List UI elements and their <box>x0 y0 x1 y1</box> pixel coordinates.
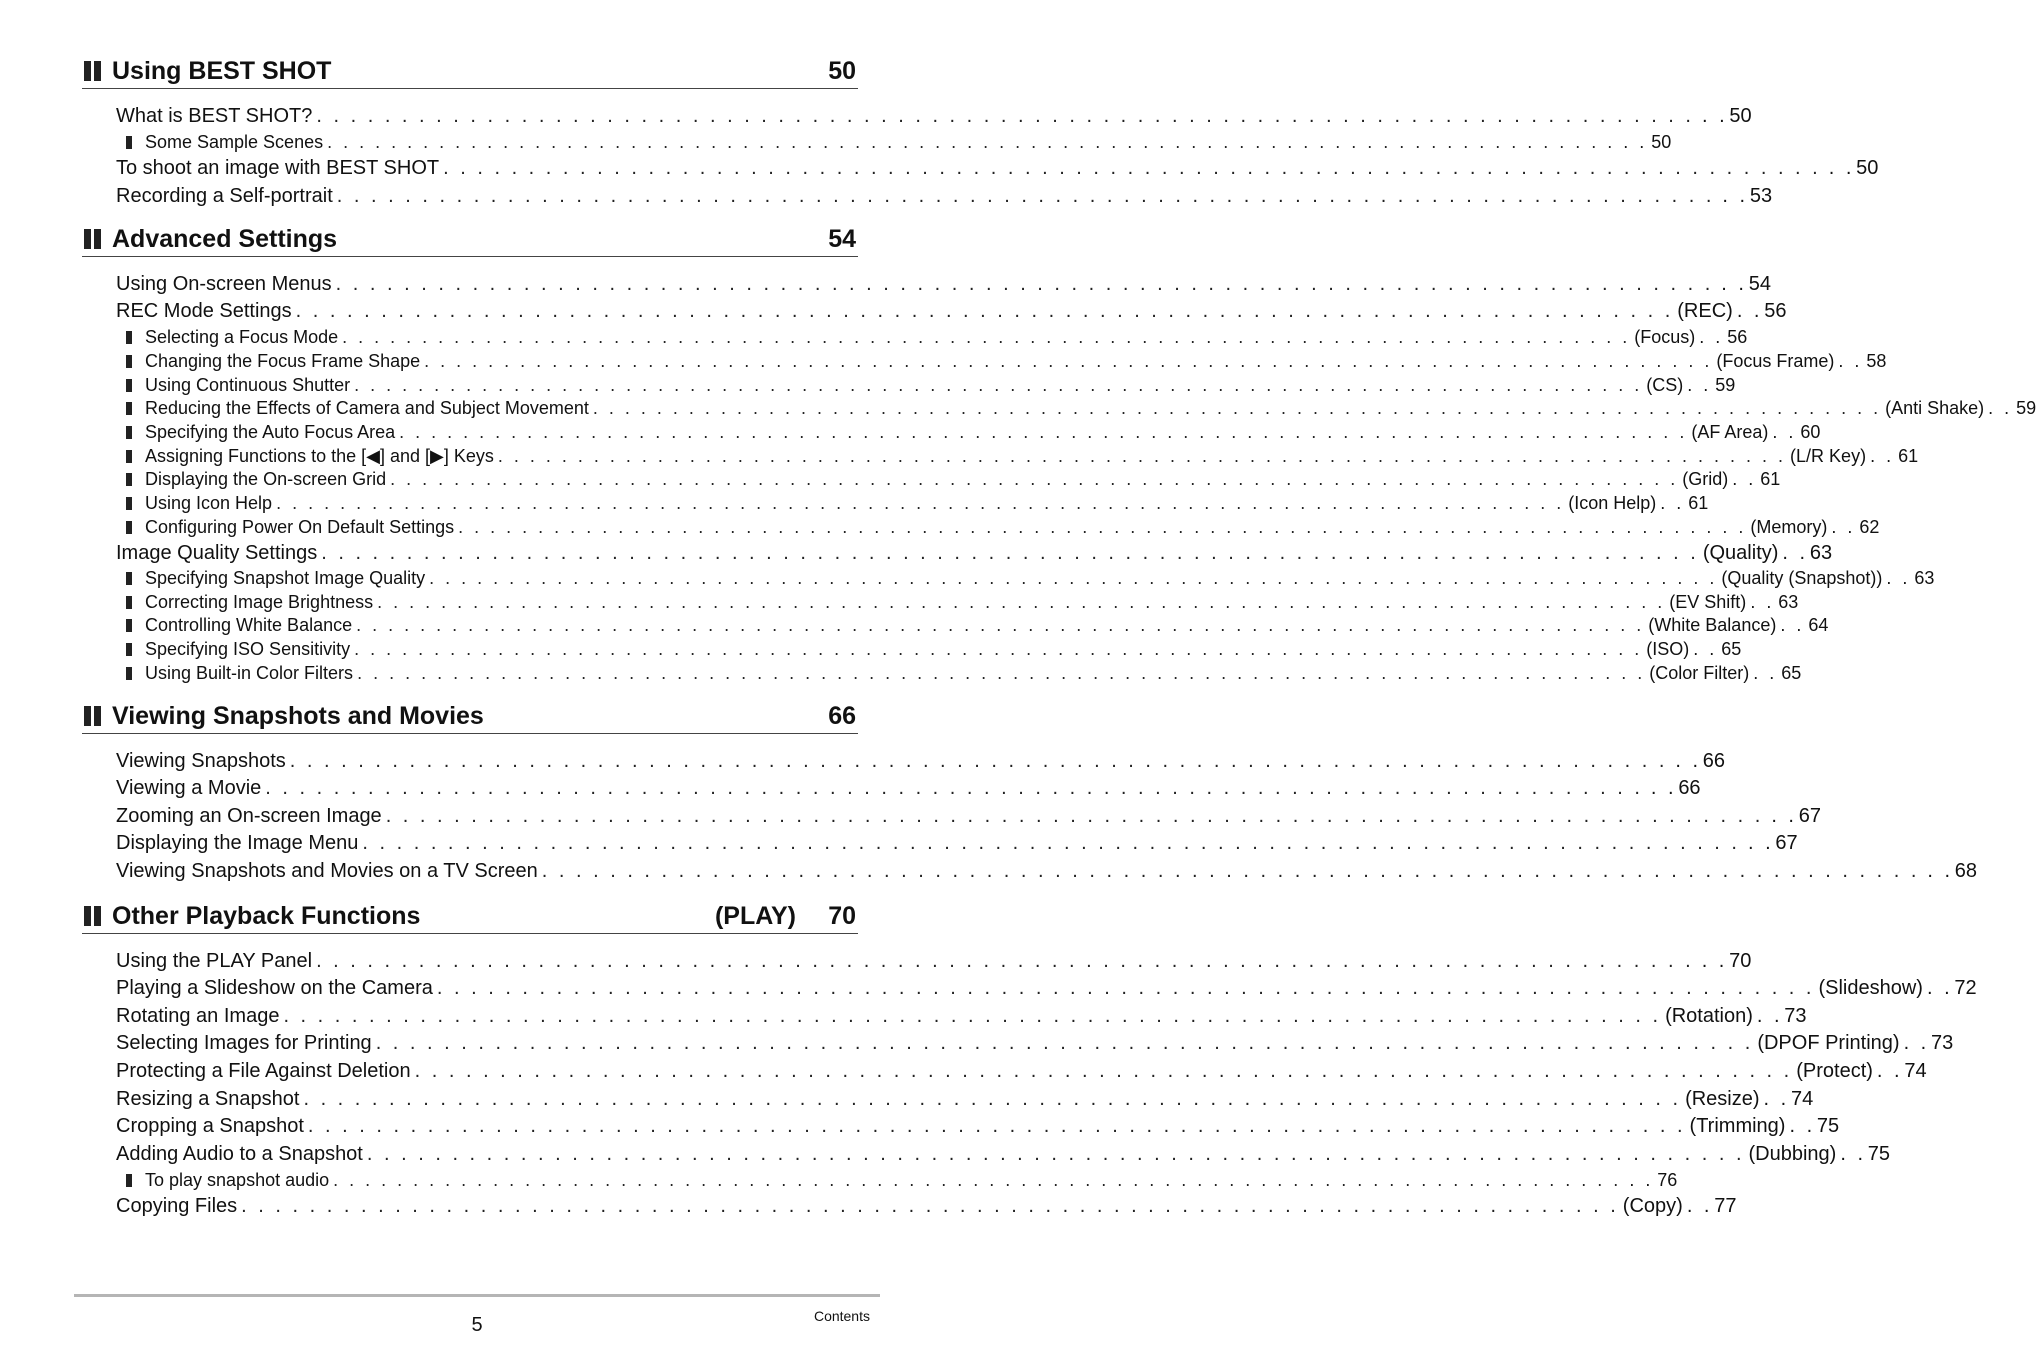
dot-leader: . . . . . . . . . . . . . . . . . . . . . . . . . . . . . . . . . . . . . . . . . . . . . . . . . . . . . . . . . . . . . . . . . . . . . . . . . . . . . . . . . <box>316 950 1694 972</box>
entry-page-number: 77 <box>1714 1195 1737 1217</box>
toc-entry[interactable] <box>116 185 1773 208</box>
entry-tag: (Anti Shake) <box>1885 398 1985 418</box>
entry-title: Using Icon Help <box>145 493 273 513</box>
section-heading <box>82 693 858 734</box>
toc-entry[interactable] <box>116 157 1879 180</box>
dot-leader: . . . . . . . . . . . . . . . . . . . . . . . . . . . . . . . . . . . . . . . . . . . . . . . . . . . . . . . . . . . . . . . . . . . . . . . . . . . . . . . . . <box>436 977 1815 999</box>
entry-tag: (REC) <box>1677 300 1733 322</box>
entry-page-number: 60 <box>1800 422 1821 442</box>
toc-subentry[interactable] <box>126 1170 1678 1191</box>
entry-title: Recording a Self-portrait <box>116 185 333 207</box>
dot-leader-end: . . <box>1780 615 1805 635</box>
entry-page-number: 61 <box>1898 446 1919 466</box>
bullet-icon <box>126 355 132 368</box>
dot-leader: . . . . . . . . . . . . . . . . . . . . . . . . . . . . . . . . . . . . . . . . . . . . . . . . . . . . . . . . . . . . . . . . . . . . . . . . . . . . . . . . . <box>307 1115 1686 1137</box>
dot-leader: . . . . . . . . . . . . . . . . . . . . . . . . . . . . . . . . . . . . . . . . . . . . . . . . . . . . . . . . . . . . . . . . . . . . . . . . . . . . . . . . . <box>327 132 1616 152</box>
dot-leader: . . . . . . . . . . . . . . . . . . . . . . . . . . . . . . . . . . . . . . . . . . . . . . . . . . . . . . . . . . . . . . . . . . . . . . . . . . . . . . . . . <box>289 750 1668 772</box>
bullet-icon <box>126 497 132 510</box>
entry-tag: (Trimming) <box>1689 1115 1786 1137</box>
toc-subentry[interactable] <box>126 375 1736 396</box>
dot-leader-end: . . <box>1687 375 1712 395</box>
toc-subentry[interactable] <box>126 493 1709 514</box>
entry-title: To shoot an image with BEST SHOT <box>116 157 440 179</box>
page-number: 5 <box>471 1314 483 1336</box>
bullet-icon <box>126 136 132 149</box>
toc-entry[interactable] <box>116 1088 1814 1111</box>
entry-page-number: 59 <box>1715 375 1736 395</box>
toc-subentry[interactable] <box>126 398 2036 419</box>
entry-title: Viewing a Movie <box>116 777 262 799</box>
dot-leader: . . . . . . . . . . . . . . . . . . . . . . . . . . . . . . . . . . . . . . . . . . . . . . . . . . . . . . . . . . . . . . . . . . . . . . . . . . . . . . . . . <box>265 777 1643 799</box>
entry-page-number: 67 <box>1798 805 1821 827</box>
entry-title: Selecting a Focus Mode <box>145 327 339 347</box>
toc-entry[interactable] <box>116 1115 1840 1138</box>
entry-page-number: 61 <box>1688 493 1709 513</box>
section-title: Viewing Snapshots and Movies <box>112 702 484 730</box>
entry-page-number: 63 <box>1778 592 1799 612</box>
toc-entry[interactable] <box>116 860 1978 883</box>
entry-tag: (Slideshow) <box>1818 977 1923 999</box>
entry-title: Adding Audio to a Snapshot <box>116 1143 363 1165</box>
dot-leader-end: . . <box>1623 132 1648 152</box>
dot-leader-end: . . <box>1660 493 1685 513</box>
entry-page-number: 65 <box>1781 663 1802 683</box>
section-marker-icon <box>84 906 103 926</box>
entry-page-number: 75 <box>1867 1143 1890 1165</box>
dot-leader: . . . . . . . . . . . . . . . . . . . . . . . . . . . . . . . . . . . . . . . . . . . . . . . . . . . . . . . . . . . . . . . . . . . . . . . . . . . . . . . . . <box>414 1060 1793 1082</box>
entry-page-number: 50 <box>1651 132 1672 152</box>
entry-page-number: 63 <box>1809 542 1833 564</box>
dot-leader-end: . . <box>1693 639 1718 659</box>
dot-leader: . . . . . . . . . . . . . . . . . . . . . . . . . . . . . . . . . . . . . . . . . . . . . . . . . . . . . . . . . . . . . . . . . . . . . . . . . . . . . . . . . <box>354 639 1643 659</box>
section-page-number: 50 <box>828 57 856 85</box>
entry-page-number: 75 <box>1816 1115 1840 1137</box>
section-marker-icon <box>84 61 103 81</box>
entry-title: Specifying Snapshot Image Quality <box>145 568 426 588</box>
dot-leader: . . . . . . . . . . . . . . . . . . . . . . . . . . . . . . . . . . . . . . . . . . . . . . . . . . . . . . . . . . . . . . . . . . . . . . . . . . . . . . . . . <box>366 1143 1745 1165</box>
entry-tag: (White Balance) <box>1648 615 1777 635</box>
dot-leader-end: . . <box>1838 351 1863 371</box>
toc-entry[interactable] <box>116 1005 1807 1028</box>
toc-entry[interactable] <box>116 273 1771 296</box>
entry-page-number: 66 <box>1702 750 1726 772</box>
dot-leader: . . . . . . . . . . . . . . . . . . . . . . . . . . . . . . . . . . . . . . . . . . . . . . . . . . . . . . . . . . . . . . . . . . . . . . . . . . . . . . . . . <box>497 446 1787 466</box>
dot-leader-end: . . <box>1772 422 1797 442</box>
toc-section <box>82 216 2036 683</box>
entry-page-number: 50 <box>1729 105 1752 127</box>
entry-title: Zooming an On-screen Image <box>116 805 382 827</box>
entry-title: Using Built-in Color Filters <box>145 663 354 683</box>
entry-page-number: 53 <box>1749 185 1773 207</box>
entry-tag: (Icon Help) <box>1568 493 1657 513</box>
entry-page-number: 58 <box>1866 351 1887 371</box>
dot-leader-end: . . <box>1771 805 1797 827</box>
entry-title: Some Sample Scenes <box>145 132 324 152</box>
bullet-icon <box>126 379 132 392</box>
toc-subentry[interactable] <box>126 592 1799 613</box>
dot-leader-end: . . <box>1903 1032 1930 1054</box>
dot-leader: . . . . . . . . . . . . . . . . . . . . . . . . . . . . . . . . . . . . . . . . . . . . . . . . . . . . . . . . . . . . . . . . . . . . . . . . . . . . . . . . . <box>321 542 1699 564</box>
entry-page-number: 74 <box>1904 1060 1927 1082</box>
entry-tag: (DPOF Printing) <box>1757 1032 1900 1054</box>
entry-tag: (Quality (Snapshot)) <box>1721 568 1883 588</box>
dot-leader: . . . . . . . . . . . . . . . . . . . . . . . . . . . . . . . . . . . . . . . . . . . . . . . . . . . . . . . . . . . . . . . . . . . . . . . . . . . . . . . . . <box>385 805 1764 827</box>
entry-tag: (EV Shift) <box>1669 592 1747 612</box>
toc-entry[interactable] <box>116 750 1726 773</box>
dot-leader-end: . . <box>1789 1115 1816 1137</box>
entry-page-number: 65 <box>1721 639 1742 659</box>
dot-leader-end: . . <box>1870 446 1895 466</box>
entry-tag: (Color Filter) <box>1649 663 1750 683</box>
section-heading <box>82 216 858 257</box>
dot-leader: . . . . . . . . . . . . . . . . . . . . . . . . . . . . . . . . . . . . . . . . . . . . . . . . . . . . . . . . . . . . . . . . . . . . . . . . . . . . . . . . . <box>241 1195 1619 1217</box>
toc-entry[interactable] <box>116 977 1977 1000</box>
dot-leader-end: . . <box>1750 592 1775 612</box>
bullet-icon <box>126 450 132 463</box>
entry-page-number: 73 <box>1784 1005 1807 1027</box>
entry-tag: (Grid) <box>1682 469 1729 489</box>
entry-page-number: 59 <box>2016 398 2036 418</box>
entry-tag: (Dubbing) <box>1748 1143 1837 1165</box>
dot-leader-end: . . <box>1701 950 1728 972</box>
dot-leader: . . . . . . . . . . . . . . . . . . . . . . . . . . . . . . . . . . . . . . . . . . . . . . . . . . . . . . . . . . . . . . . . . . . . . . . . . . . . . . . . . <box>458 517 1747 537</box>
dot-leader-end: . . <box>1988 398 2013 418</box>
entry-page-number: 63 <box>1914 568 1935 588</box>
entry-tag: (Focus Frame) <box>1716 351 1835 371</box>
entry-page-number: 61 <box>1760 469 1781 489</box>
toc-subentry[interactable] <box>126 615 1829 636</box>
entry-page-number: 68 <box>1954 860 1978 882</box>
bullet-icon <box>126 619 132 632</box>
entry-page-number: 62 <box>1859 517 1880 537</box>
toc-subentry[interactable] <box>126 469 1781 490</box>
dot-leader: . . . . . . . . . . . . . . . . . . . . . . . . . . . . . . . . . . . . . . . . . . . . . . . . . . . . . . . . . . . . . . . . . . . . . . . . . . . . . . . . . <box>335 273 1714 295</box>
dot-leader: . . . . . . . . . . . . . . . . . . . . . . . . . . . . . . . . . . . . . . . . . . . . . . . . . . . . . . . . . . . . . . . . . . . . . . . . . . . . . . . . . <box>356 615 1645 635</box>
entry-page-number: 66 <box>1678 777 1701 799</box>
entry-title: Viewing Snapshots and Movies on a TV Screen <box>116 860 538 882</box>
dot-leader: . . . . . . . . . . . . . . . . . . . . . . . . . . . . . . . . . . . . . . . . . . . . . . . . . . . . . . . . . . . . . . . . . . . . . . . . . . . . . . . . . <box>283 1005 1662 1027</box>
entry-page-number: 64 <box>1808 615 1829 635</box>
dot-leader-end: . . <box>1732 469 1757 489</box>
entry-tag: (ISO) <box>1646 639 1690 659</box>
bullet-icon <box>126 331 132 344</box>
section-marker-icon <box>84 706 103 726</box>
bullet-icon <box>126 521 132 534</box>
entry-title: Using Continuous Shutter <box>145 375 351 395</box>
entry-title: Reducing the Effects of Camera and Subject Movement <box>145 398 589 418</box>
dot-leader: . . . . . . . . . . . . . . . . . . . . . . . . . . . . . . . . . . . . . . . . . . . . . . . . . . . . . . . . . . . . . . . . . . . . . . . . . . . . . . . . . <box>336 185 1715 207</box>
toc-subentry[interactable] <box>126 639 1742 660</box>
bullet-icon <box>126 667 132 680</box>
dot-leader: . . . . . . . . . . . . . . . . . . . . . . . . . . . . . . . . . . . . . . . . . . . . . . . . . . . . . . . . . . . . . . . . . . . . . . . . . . . . . . . . . <box>377 592 1666 612</box>
section-page-number: 70 <box>828 902 856 930</box>
entry-tag: (Focus) <box>1634 327 1696 347</box>
toc-section <box>82 893 1977 1217</box>
entry-title: Playing a Slideshow on the Camera <box>116 977 433 999</box>
dot-leader-end: . . <box>1886 568 1911 588</box>
dot-leader: . . . . . . . . . . . . . . . . . . . . . . . . . . . . . . . . . . . . . . . . . . . . . . . . . . . . . . . . . . . . . . . . . . . . . . . . . . . . . . . . . <box>541 860 1920 882</box>
section-tag: (PLAY) <box>714 902 796 930</box>
dot-leader-end: . . <box>1675 750 1702 772</box>
toc-entry[interactable] <box>116 777 1701 800</box>
entry-page-number: 70 <box>1729 950 1752 972</box>
toc-subentry[interactable] <box>126 422 1821 443</box>
entry-page-number: 67 <box>1775 832 1798 854</box>
dot-leader-end: . . <box>1753 663 1778 683</box>
toc-entry[interactable] <box>116 1032 1954 1055</box>
entry-title: REC Mode Settings <box>116 300 292 322</box>
entry-page-number: 76 <box>1657 1170 1678 1190</box>
entry-tag: (Rotation) <box>1665 1005 1753 1027</box>
entry-title: Specifying the Auto Focus Area <box>145 422 396 442</box>
entry-page-number: 73 <box>1930 1032 1954 1054</box>
entry-tag: (Protect) <box>1796 1060 1873 1082</box>
entry-page-number: 56 <box>1727 327 1748 347</box>
entry-title: To play snapshot audio <box>145 1170 330 1190</box>
footer-label: Contents <box>813 1308 870 1324</box>
dot-leader-end: . . <box>1747 832 1774 854</box>
dot-leader: . . . . . . . . . . . . . . . . . . . . . . . . . . . . . . . . . . . . . . . . . . . . . . . . . . . . . . . . . . . . . . . . . . . . . . . . . . . . . . . . . <box>390 469 1679 489</box>
bullet-icon <box>126 426 132 439</box>
entry-title: Viewing Snapshots <box>116 750 286 772</box>
dot-leader: . . . . . . . . . . . . . . . . . . . . . . . . . . . . . . . . . . . . . . . . . . . . . . . . . . . . . . . . . . . . . . . . . . . . . . . . . . . . . . . . . <box>342 327 1631 347</box>
toc-entry[interactable] <box>116 950 1752 973</box>
entry-title: Correcting Image Brightness <box>145 592 374 612</box>
entry-title: Rotating an Image <box>116 1005 280 1027</box>
toc-entry[interactable] <box>116 105 1752 128</box>
entry-title: Configuring Power On Default Settings <box>145 517 455 537</box>
toc-subentry[interactable] <box>126 517 1880 538</box>
toc-entry[interactable] <box>116 1060 1927 1083</box>
toc-entry[interactable] <box>116 805 1821 828</box>
dot-leader: . . . . . . . . . . . . . . . . . . . . . . . . . . . . . . . . . . . . . . . . . . . . . . . . . . . . . . . . . . . . . . . . . . . . . . . . . . . . . . . . . <box>295 300 1674 322</box>
dot-leader-end: . . <box>1840 1143 1866 1165</box>
dot-leader: . . . . . . . . . . . . . . . . . . . . . . . . . . . . . . . . . . . . . . . . . . . . . . . . . . . . . . . . . . . . . . . . . . . . . . . . . . . . . . . . . <box>399 422 1688 442</box>
bullet-icon <box>126 402 132 415</box>
dot-leader: . . . . . . . . . . . . . . . . . . . . . . . . . . . . . . . . . . . . . . . . . . . . . . . . . . . . . . . . . . . . . . . . . . . . . . . . . . . . . . . . . <box>375 1032 1754 1054</box>
entry-tag: (AF Area) <box>1691 422 1769 442</box>
dot-leader-end: . . <box>1876 1060 1903 1082</box>
dot-leader: . . . . . . . . . . . . . . . . . . . . . . . . . . . . . . . . . . . . . . . . . . . . . . . . . . . . . . . . . . . . . . . . . . . . . . . . . . . . . . . . . <box>443 157 1821 179</box>
section-page-number: 54 <box>828 225 856 253</box>
entry-title: Protecting a File Against Deletion <box>116 1060 411 1082</box>
toc-subentry[interactable] <box>126 568 1935 589</box>
section-marker-icon <box>84 229 103 249</box>
entry-title: Changing the Focus Frame Shape <box>145 351 421 371</box>
dot-leader: . . . . . . . . . . . . . . . . . . . . . . . . . . . . . . . . . . . . . . . . . . . . . . . . . . . . . . . . . . . . . . . . . . . . . . . . . . . . . . . . . <box>357 663 1646 683</box>
toc-subentry[interactable] <box>126 351 1887 372</box>
entry-tag: (Copy) <box>1622 1195 1683 1217</box>
toc-subentry[interactable] <box>126 327 1748 348</box>
entry-page-number: 50 <box>1856 157 1879 179</box>
bullet-icon <box>126 473 132 486</box>
entry-title: Selecting Images for Printing <box>116 1032 372 1054</box>
bullet-icon <box>126 572 132 585</box>
dot-leader-end: . . <box>1763 1088 1790 1110</box>
entry-title: Using the PLAY Panel <box>116 950 313 972</box>
entry-title: Copying Files <box>116 1195 238 1217</box>
dot-leader-end: . . <box>1686 1195 1713 1217</box>
section-heading <box>82 893 858 934</box>
section-page-number: 66 <box>828 702 856 730</box>
toc-entry[interactable] <box>116 832 1798 855</box>
toc-entry[interactable] <box>116 542 1833 565</box>
dot-leader-end: . . <box>1701 105 1728 127</box>
entry-tag: (Quality) <box>1702 542 1779 564</box>
dot-leader: . . . . . . . . . . . . . . . . . . . . . . . . . . . . . . . . . . . . . . . . . . . . . . . . . . . . . . . . . . . . . . . . . . . . . . . . . . . . . . . . . <box>303 1088 1682 1110</box>
bullet-icon <box>126 1174 132 1187</box>
entry-title: Specifying ISO Sensitivity <box>145 639 351 659</box>
entry-title: Resizing a Snapshot <box>116 1088 300 1110</box>
toc-section <box>82 693 1978 882</box>
toc-entry[interactable] <box>116 1143 1890 1166</box>
dot-leader-end: . . <box>1736 300 1763 322</box>
toc-subentry[interactable] <box>126 132 1672 153</box>
section-title: Advanced Settings <box>112 225 338 253</box>
dot-leader: . . . . . . . . . . . . . . . . . . . . . . . . . . . . . . . . . . . . . . . . . . . . . . . . . . . . . . . . . . . . . . . . . . . . . . . . . . . . . . . . . <box>316 105 1694 127</box>
entry-title: Displaying the On-screen Grid <box>145 469 387 489</box>
toc-entry[interactable] <box>116 1195 1737 1218</box>
entry-tag: (L/R Key) <box>1790 446 1867 466</box>
entry-title: Controlling White Balance <box>145 615 353 635</box>
dot-leader: . . . . . . . . . . . . . . . . . . . . . . . . . . . . . . . . . . . . . . . . . . . . . . . . . . . . . . . . . . . . . . . . . . . . . . . . . . . . . . . . . <box>362 832 1740 854</box>
dot-leader: . . . . . . . . . . . . . . . . . . . . . . . . . . . . . . . . . . . . . . . . . . . . . . . . . . . . . . . . . . . . . . . . . . . . . . . . . . . . . . . . . <box>333 1170 1622 1190</box>
dot-leader-end: . . <box>1722 185 1749 207</box>
footer-rule <box>74 1294 880 1297</box>
entry-tag: (CS) <box>1646 375 1684 395</box>
dot-leader: . . . . . . . . . . . . . . . . . . . . . . . . . . . . . . . . . . . . . . . . . . . . . . . . . . . . . . . . . . . . . . . . . . . . . . . . . . . . . . . . . <box>424 351 1713 371</box>
section-title: Other Playback Functions <box>112 902 421 930</box>
dot-leader: . . . . . . . . . . . . . . . . . . . . . . . . . . . . . . . . . . . . . . . . . . . . . . . . . . . . . . . . . . . . . . . . . . . . . . . . . . . . . . . . . <box>354 375 1643 395</box>
dot-leader-end: . . <box>1831 517 1856 537</box>
entry-page-number: 54 <box>1748 273 1771 295</box>
dot-leader-end: . . <box>1756 1005 1783 1027</box>
dot-leader-end: . . <box>1699 327 1724 347</box>
entry-tag: (Memory) <box>1750 517 1828 537</box>
section-heading <box>82 48 858 89</box>
dot-leader: . . . . . . . . . . . . . . . . . . . . . . . . . . . . . . . . . . . . . . . . . . . . . . . . . . . . . . . . . . . . . . . . . . . . . . . . . . . . . . . . . <box>592 398 1882 418</box>
entry-page-number: 74 <box>1790 1088 1814 1110</box>
dot-leader-end: . . <box>1650 777 1677 799</box>
section-title: Using BEST SHOT <box>112 57 332 85</box>
dot-leader-end: . . <box>1828 157 1855 179</box>
entry-page-number: 56 <box>1764 300 1787 322</box>
entry-page-number: 72 <box>1954 977 1977 999</box>
dot-leader: . . . . . . . . . . . . . . . . . . . . . . . . . . . . . . . . . . . . . . . . . . . . . . . . . . . . . . . . . . . . . . . . . . . . . . . . . . . . . . . . . <box>276 493 1565 513</box>
bullet-icon <box>126 596 132 609</box>
entry-title: Assigning Functions to the [◀] and [▶] Keys <box>145 446 494 466</box>
entry-title: Image Quality Settings <box>116 542 318 564</box>
toc-entry[interactable] <box>116 300 1787 323</box>
dot-leader-end: . . <box>1629 1170 1654 1190</box>
toc-subentry[interactable] <box>126 446 1919 467</box>
dot-leader-end: . . <box>1927 860 1954 882</box>
toc-section <box>82 48 1879 207</box>
entry-title: Using On-screen Menus <box>116 273 332 295</box>
dot-leader-end: . . <box>1782 542 1809 564</box>
toc-subentry[interactable] <box>126 663 1802 684</box>
bullet-icon <box>126 643 132 656</box>
dot-leader-end: . . <box>1721 273 1747 295</box>
entry-title: Displaying the Image Menu <box>116 832 359 854</box>
entry-title: What is BEST SHOT? <box>116 105 313 127</box>
entry-tag: (Resize) <box>1685 1088 1760 1110</box>
dot-leader-end: . . <box>1926 977 1953 999</box>
entry-title: Cropping a Snapshot <box>116 1115 304 1137</box>
dot-leader: . . . . . . . . . . . . . . . . . . . . . . . . . . . . . . . . . . . . . . . . . . . . . . . . . . . . . . . . . . . . . . . . . . . . . . . . . . . . . . . . . <box>429 568 1718 588</box>
